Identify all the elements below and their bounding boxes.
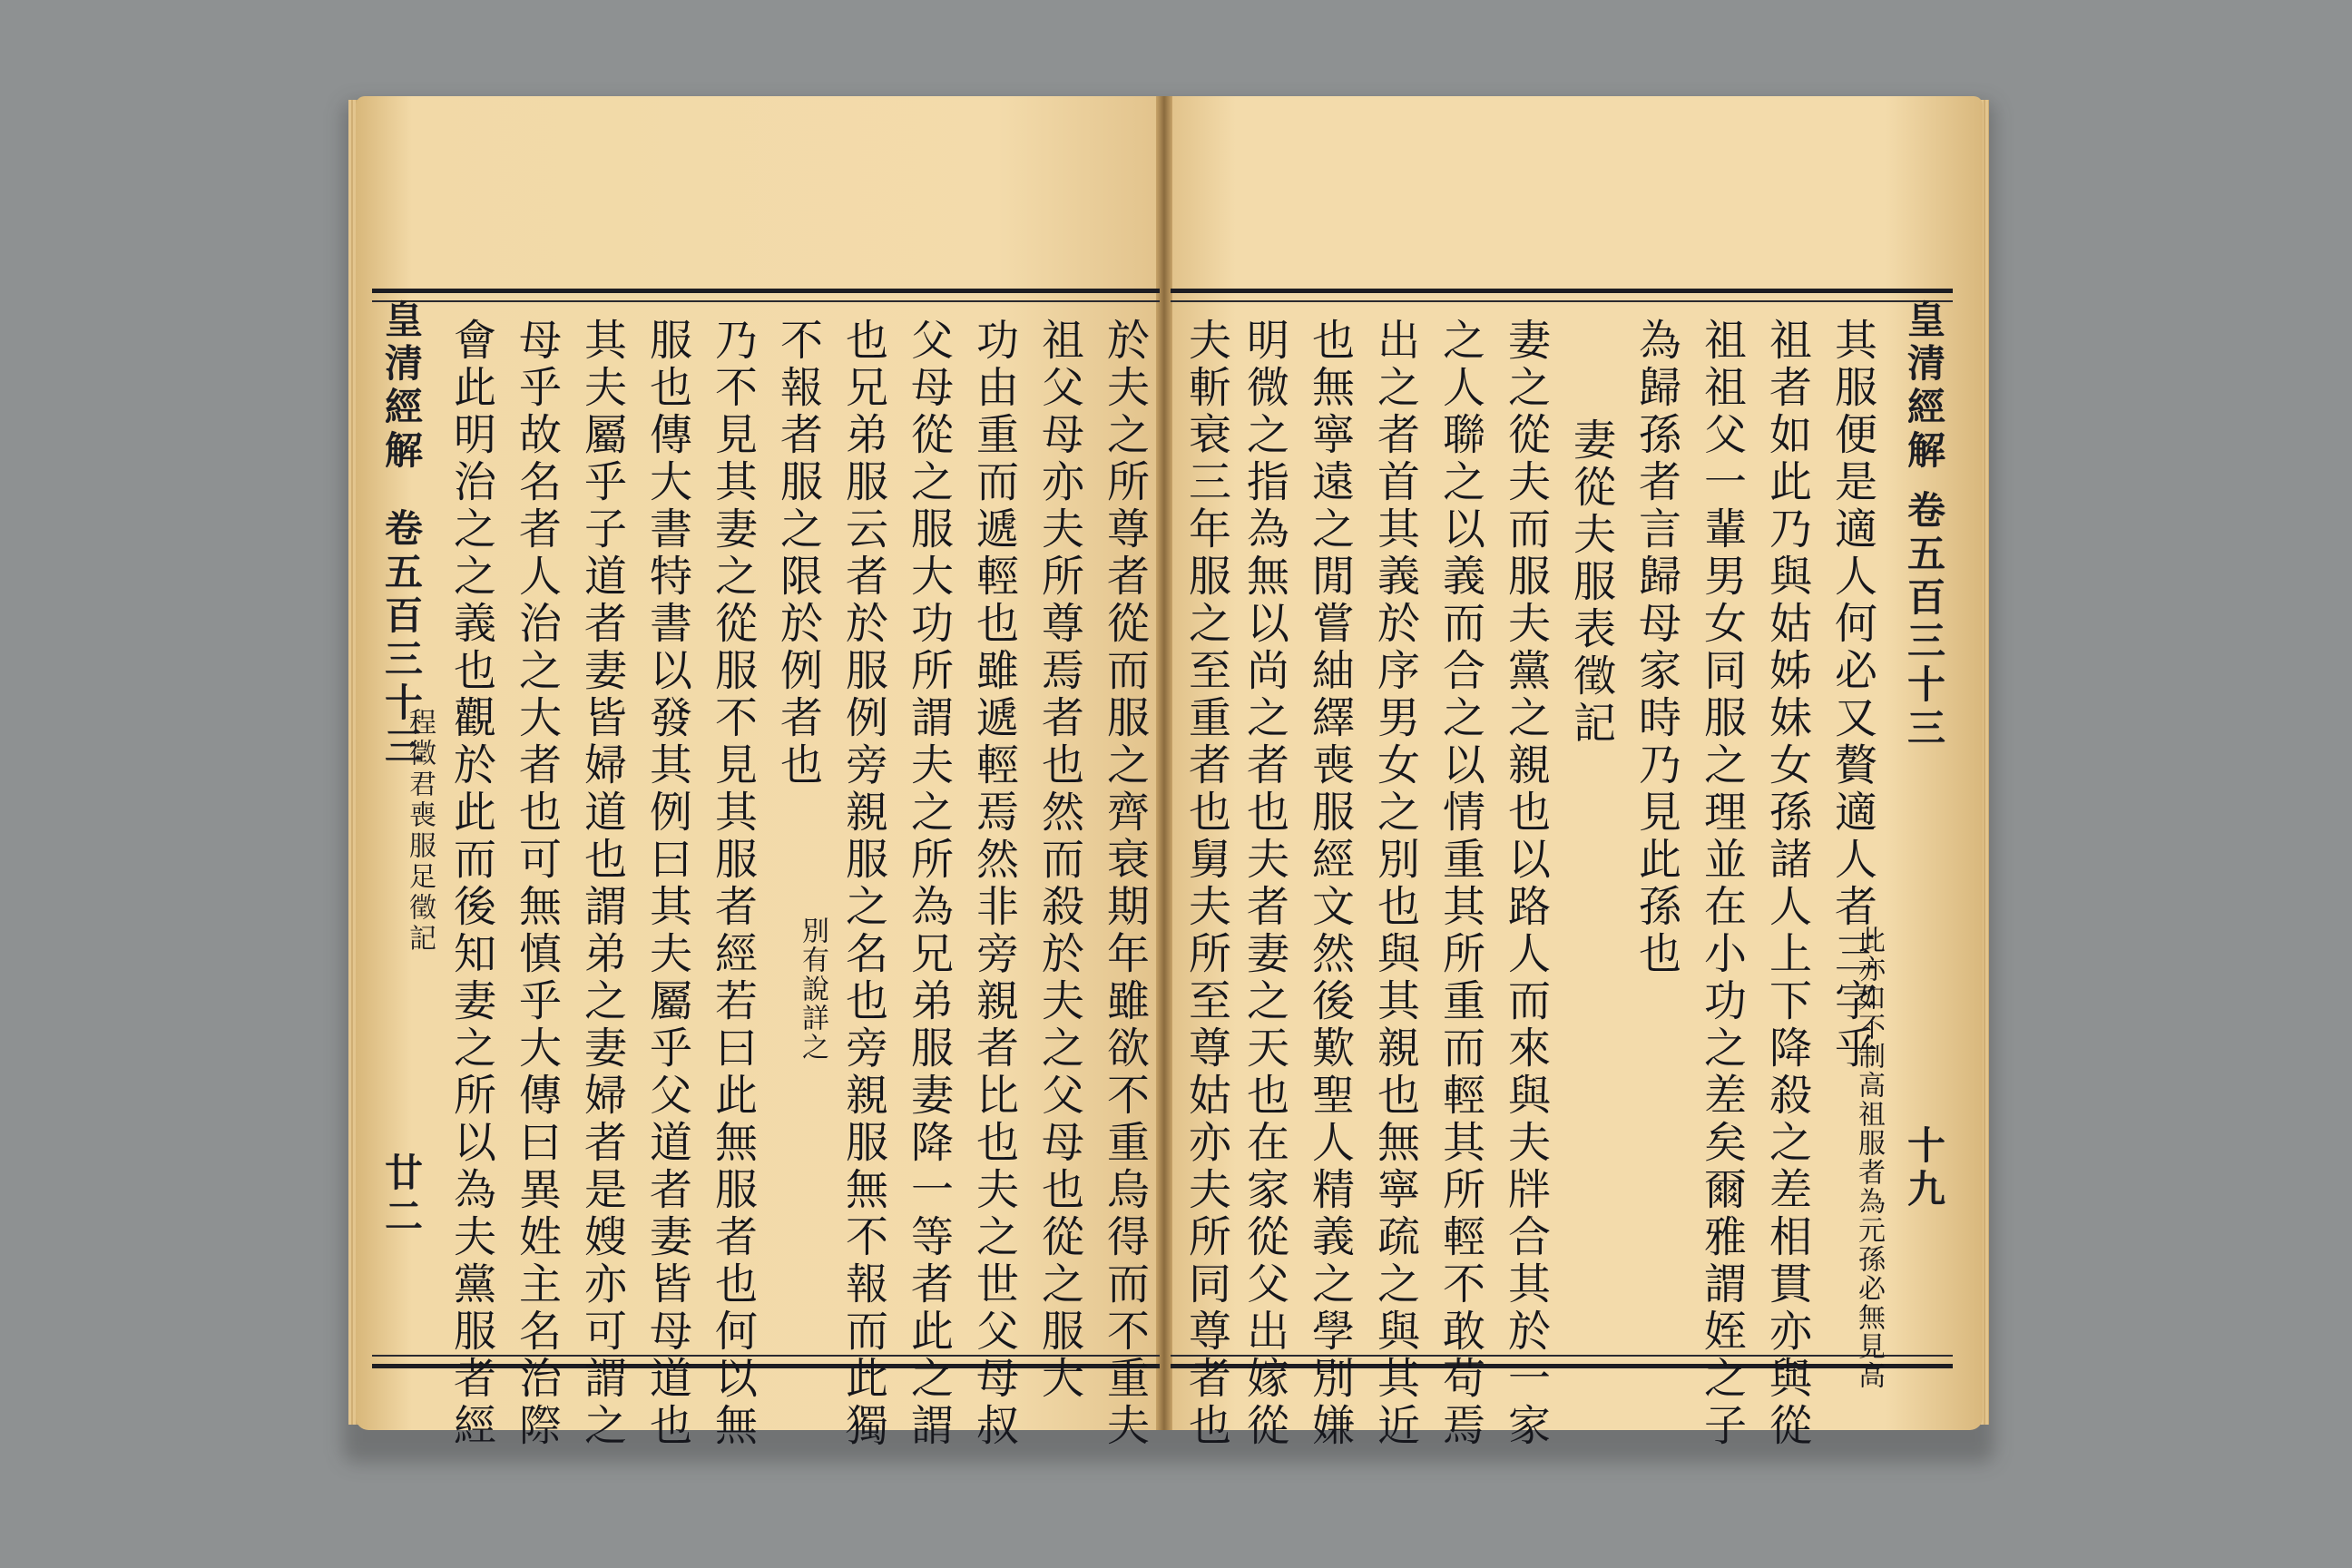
right-col-1: 其服便是適人何必又贅適人者三字乎 [1828,318,1877,1073]
right-col-10: 明微之指為無以尚之者也夫者妻之天也在家從父出嫁從 [1240,318,1289,1450]
left-col-9: 其夫屬乎子道者妻皆婦道也謂弟之妻婦者是嫂亦可謂之 [577,318,627,1450]
right-section-title: 妻從夫服表徵記 [1566,417,1616,748]
right-margin-title: 皇清經解 [1902,299,1946,474]
right-margin-volume: 卷五百三十三 [1902,490,1946,751]
left-col-3: 功由重而遞輕也雖遞輕焉然非旁親者比也夫之世父母叔 [969,318,1019,1450]
right-col-8: 出之者首其義於序男女之別也與其親也無寧疏之與其近 [1370,318,1420,1450]
left-margin-subtitle: 程徵君喪服足徵記 [404,708,436,955]
right-col-9: 也無寧遠之閒嘗紬繹喪服經文然後歎聖人精義之學別嫌 [1305,318,1355,1450]
left-col-10: 母乎故名者人治之大者也可無慎乎大傳曰異姓主名治際 [512,318,562,1450]
right-col-6: 妻之從夫而服夫黨之親也以路人而來與夫牉合其於一家 [1501,318,1551,1450]
right-col-7: 之人聯之以義而合之以情重其所重而輕其所輕不敢苟焉 [1436,318,1485,1450]
left-col-1: 於夫之所尊者從而服之齊衰期年雖欲不重烏得而不重夫 [1100,318,1150,1450]
left-inline-note: 別有說詳之 [797,916,828,1062]
left-col-11: 會此明治之之義也觀於此而後知妻之所以為夫黨服者經 [446,318,496,1450]
left-col-2: 祖父母亦夫所尊焉者也然而殺於夫之父母也從之服大 [1034,318,1084,1403]
left-margin-volume: 卷五百三十三 [379,508,424,769]
left-col-8: 服也傳大書特書以發其例曰其夫屬乎父道者妻皆母道也 [642,318,692,1450]
left-page-number: 廿二 [379,1152,424,1240]
left-col-6: 不報者服之限於例者也 [773,318,823,789]
left-col-5: 也兄弟服云者於服例旁親服之名也旁親服無不報而此獨 [838,318,888,1450]
right-col-11: 夫斬衰三年服之至重者也舅夫所至尊姑亦夫所同尊者也 [1181,318,1231,1450]
left-col-7: 乃不見其妻之從服不見其服者經若曰此無服者也何以無 [708,318,758,1450]
left-margin-title: 皇清經解 [379,299,424,474]
right-col-2: 祖者如此乃與姑姊妹女孫諸人上下降殺之差相貫亦與從 [1762,318,1812,1450]
right-col-4: 為歸孫者言歸母家時乃見此孫也 [1632,318,1681,978]
left-col-4: 父母從之服大功所謂夫之所為兄弟服妻降一等者此之謂 [904,318,954,1450]
right-note-top: 此亦如不制高祖服者為元孫必無見高 [1853,926,1885,1390]
right-page-number: 十九 [1902,1125,1946,1212]
right-col-3: 祖祖父一輩男女同服之理並在小功之差矣爾雅謂姪之子 [1697,318,1747,1450]
